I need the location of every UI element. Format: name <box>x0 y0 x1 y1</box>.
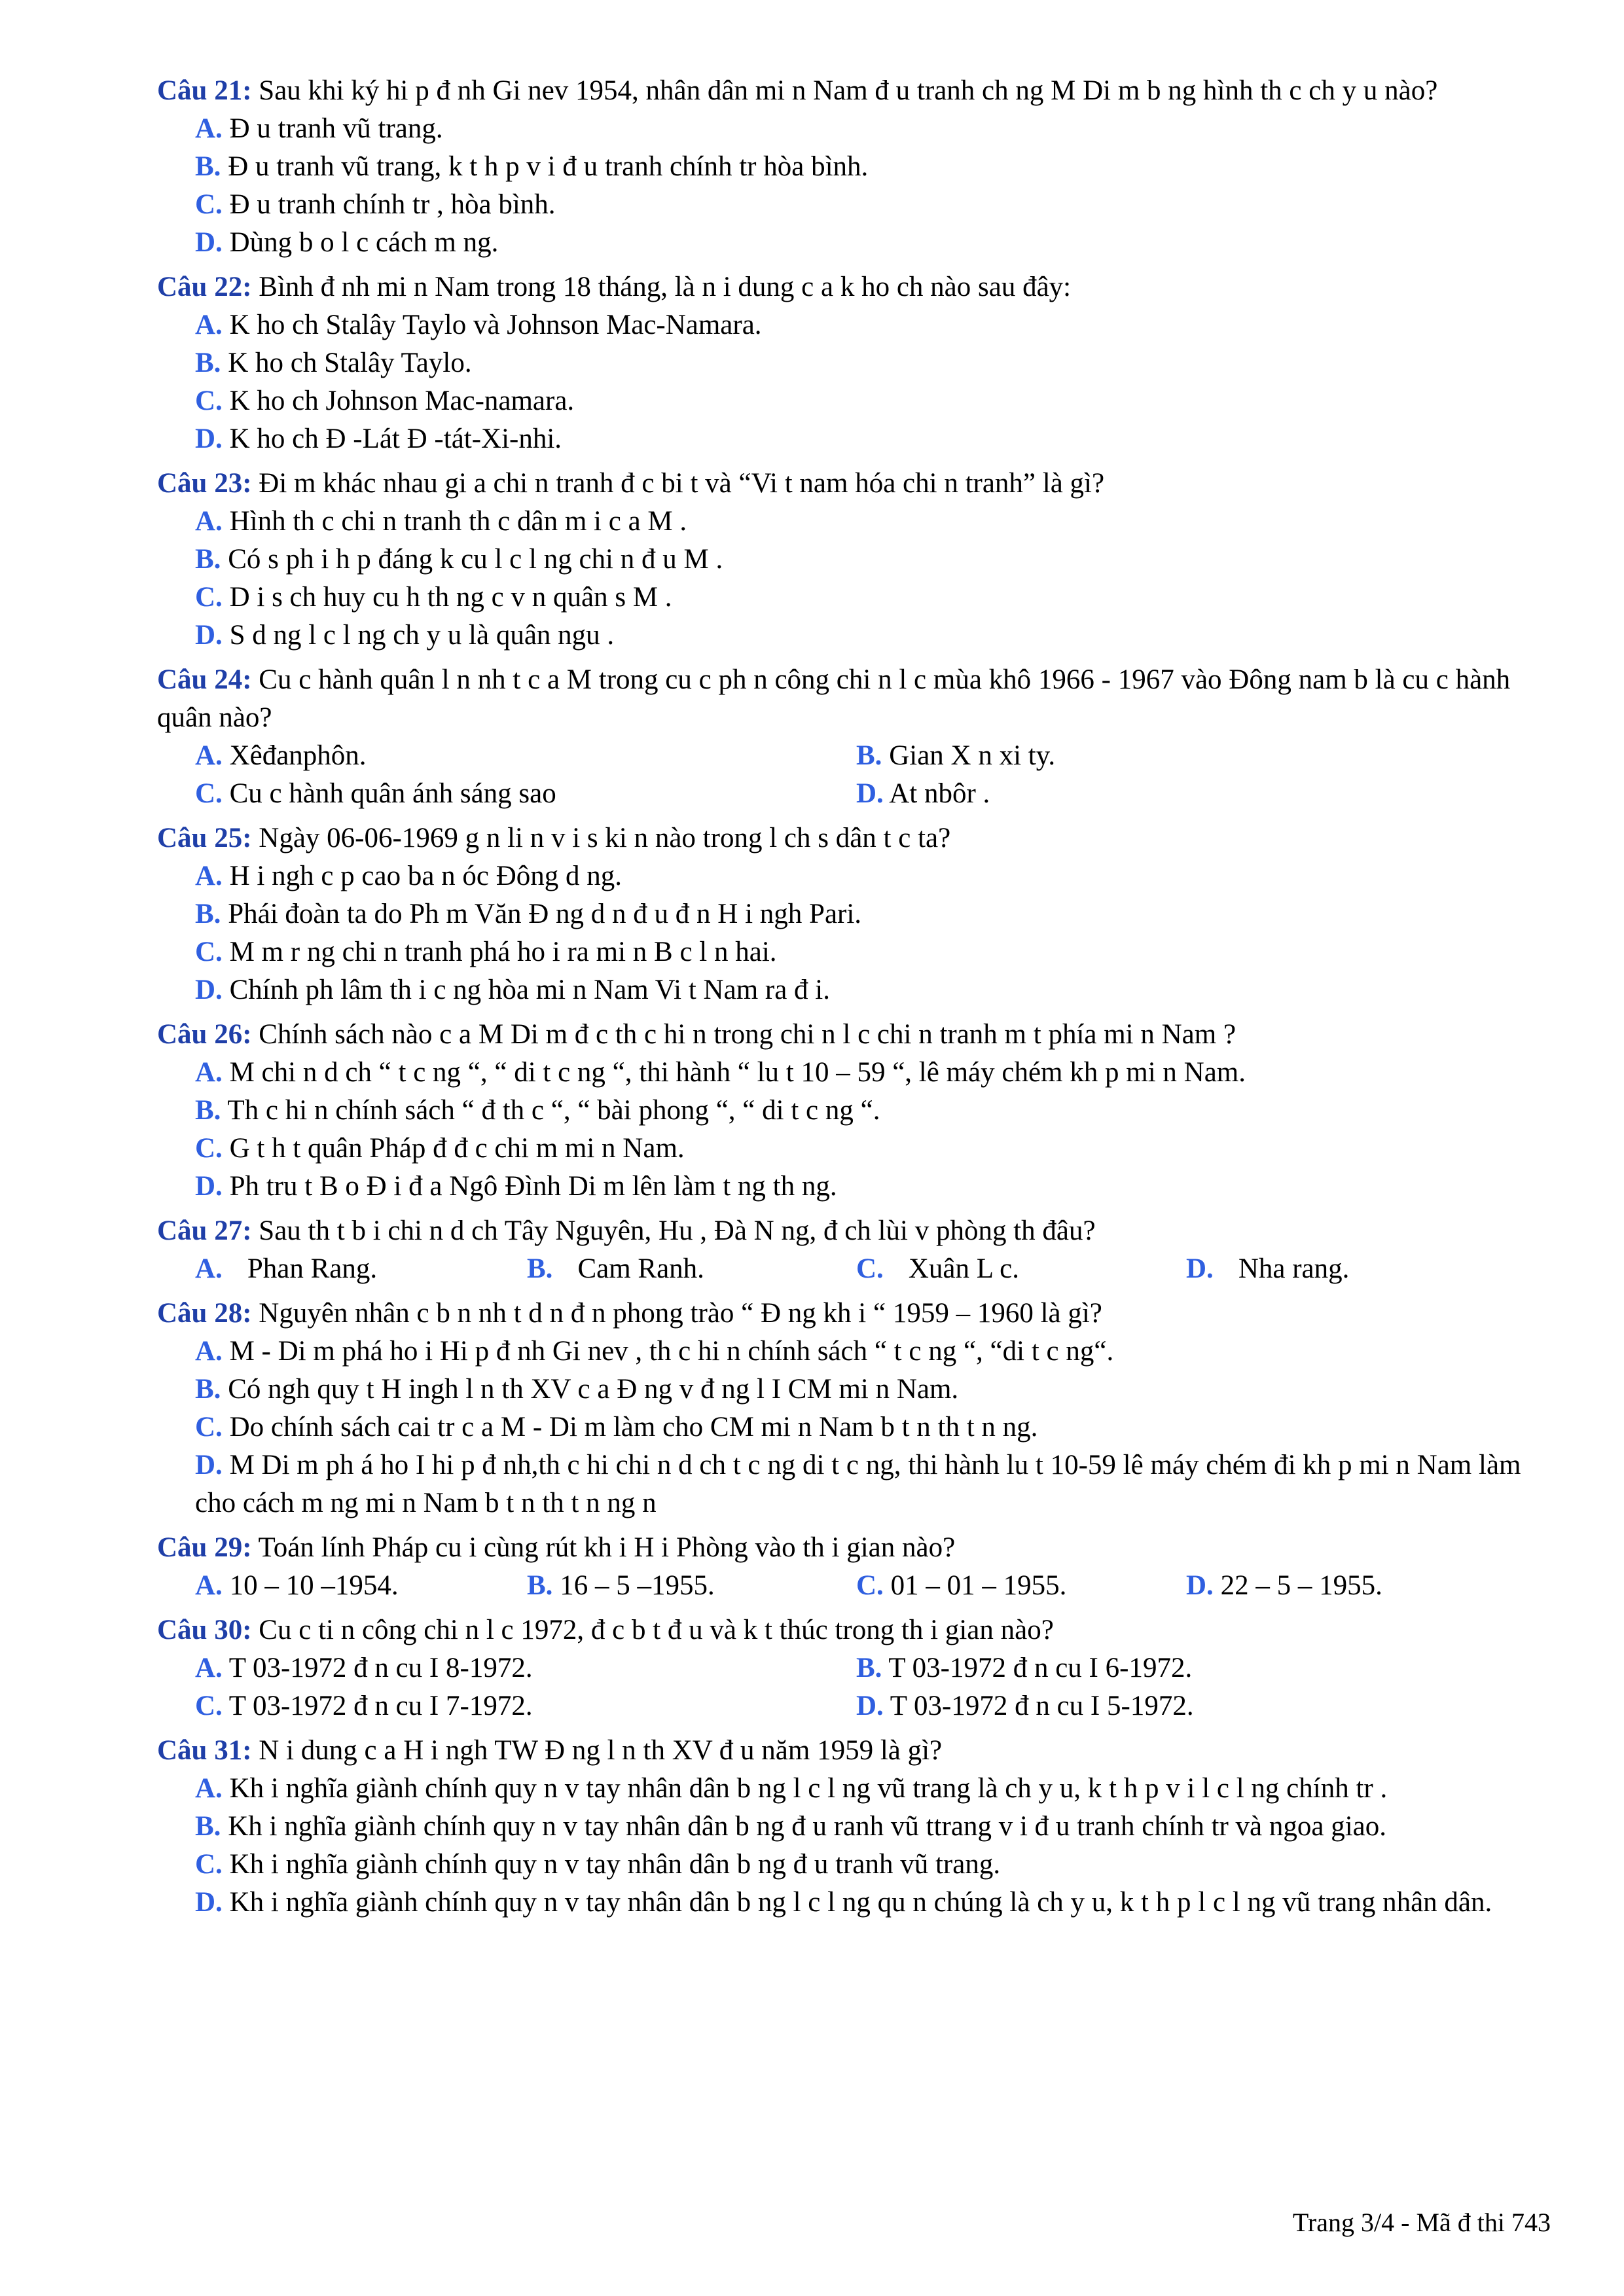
option-text: Đ u tranh chính tr , hòa bình. <box>222 189 556 220</box>
option-label: B. <box>527 1570 553 1601</box>
answer-row <box>157 775 1558 813</box>
answer-option <box>157 1770 1558 1808</box>
question-block <box>157 268 1558 465</box>
answer-option <box>157 933 1558 971</box>
option-label: D. <box>195 975 223 1005</box>
question-block <box>157 1016 1558 1212</box>
question-text: Ngày 06-06-1969 g n li n v i s ki n nào trong l ch s dân t c ta? <box>251 823 951 853</box>
option-label: A. <box>195 310 223 340</box>
answer-option <box>157 1092 1558 1130</box>
option-label: A. <box>195 1570 223 1601</box>
answer-option <box>157 1333 1558 1371</box>
option-text: M - Di m phá ho i Hi p đ nh Gi nev , th c hi n chính sách “ t c ng “, “di t c ng“. <box>222 1336 1114 1367</box>
question-number: Câu 24: <box>157 664 252 695</box>
question-block <box>157 819 1558 1016</box>
question-text: Đi m khác nhau gi a chi n tranh đ c bi t và “Vi t nam hóa chi n tranh” là gì? <box>251 468 1105 499</box>
question-block <box>157 1212 1558 1295</box>
option-label: D. <box>195 1171 223 1202</box>
answer-option <box>1186 1250 1349 1288</box>
option-text: Kh i nghĩa giành chính quy n v tay nhân dân b ng đ u ranh vũ ttrang v i đ u tranh chính tr và ngoa giao. <box>221 1811 1386 1842</box>
option-text: Kh i nghĩa giành chính quy n v tay nhân dân b ng đ u tranh vũ trang. <box>222 1849 1001 1880</box>
option-label: C. <box>195 582 223 613</box>
answer-option <box>157 895 1558 933</box>
option-text: 10 – 10 –1954. <box>222 1570 399 1601</box>
answer-option <box>157 186 1558 224</box>
answer-option <box>157 1446 1558 1522</box>
option-text: Phan Rang. <box>247 1253 378 1284</box>
answer-option <box>527 1567 715 1605</box>
answer-option <box>157 420 1558 458</box>
option-label: A. <box>195 740 223 771</box>
option-label: A. <box>195 1253 223 1284</box>
option-label: D. <box>1186 1253 1214 1284</box>
option-text: M m r ng chi n tranh phá ho i ra mi n B c l n hai. <box>222 937 777 967</box>
answer-option <box>157 148 1558 186</box>
question-number: Câu 26: <box>157 1019 252 1050</box>
option-label: B. <box>195 544 221 575</box>
question-text: Cu c hành quân l n nh t c a M trong cu c ph n công chi n l c mùa khô 1966 - 1967 vào Đông nam b là cu c hành quân nào? <box>157 664 1511 733</box>
option-label: B. <box>527 1253 553 1284</box>
option-label: B. <box>195 899 221 929</box>
option-text: 16 – 5 –1955. <box>552 1570 715 1601</box>
question-block <box>157 465 1558 661</box>
answer-option <box>856 1649 1192 1687</box>
option-text: Cam Ranh. <box>577 1253 704 1284</box>
option-text: S d ng l c l ng ch y u là quân ngu . <box>222 620 615 651</box>
option-label: D. <box>195 1887 223 1918</box>
answer-option <box>157 503 1558 541</box>
question-block <box>157 661 1558 819</box>
answer-option <box>195 737 367 775</box>
option-text: K ho ch Stalây Taylo. <box>221 348 472 378</box>
answer-option <box>157 306 1558 344</box>
answer-option <box>195 1567 399 1605</box>
option-label: C. <box>195 1849 223 1880</box>
option-text: T 03-1972 đ n cu I 6-1972. <box>882 1653 1193 1683</box>
answer-option <box>856 1250 1019 1288</box>
option-label: C. <box>195 1691 223 1721</box>
option-text: Gian X n xi ty. <box>882 740 1056 771</box>
question-text: N i dung c a H i ngh TW Đ ng l n th XV đ u năm 1959 là gì? <box>251 1735 943 1766</box>
answer-option <box>157 1408 1558 1446</box>
question-stem <box>157 1611 1558 1649</box>
option-text: Đ u tranh vũ trang. <box>222 113 443 144</box>
answer-option <box>157 971 1558 1009</box>
option-label: A. <box>195 1773 223 1804</box>
option-text: K ho ch Đ -Lát Đ -tát-Xi-nhi. <box>222 423 562 454</box>
option-label: C. <box>195 386 223 416</box>
question-stem <box>157 1529 1558 1567</box>
option-label: C. <box>195 937 223 967</box>
option-label: B. <box>195 1811 221 1842</box>
option-text: T 03-1972 đ n cu I 7-1972. <box>222 1691 533 1721</box>
answer-option <box>157 857 1558 895</box>
option-text: H i ngh c p cao ba n óc Đông d ng. <box>222 861 623 891</box>
option-text: Kh i nghĩa giành chính quy n v tay nhân dân b ng l c l ng qu n chúng là ch y u, k t h p l c l ng vũ trang nhân dân. <box>222 1887 1492 1918</box>
answer-row <box>157 1649 1558 1687</box>
question-number: Câu 31: <box>157 1735 252 1766</box>
answer-option <box>1186 1567 1382 1605</box>
answer-option <box>157 382 1558 420</box>
answer-row <box>157 1687 1558 1725</box>
option-text: Th c hi n chính sách “ đ th c “, “ bài phong “, “ di t c ng “. <box>221 1095 880 1126</box>
option-text: Đ u tranh vũ trang, k t h p v i đ u tranh chính tr hòa bình. <box>221 151 869 182</box>
option-label: D. <box>195 1450 223 1480</box>
option-text: G t h t quân Pháp đ đ c chi m mi n Nam. <box>222 1133 685 1164</box>
question-stem <box>157 268 1558 306</box>
answer-row <box>157 737 1558 775</box>
answer-option <box>195 1250 377 1288</box>
option-label: A. <box>195 861 223 891</box>
option-label: A. <box>195 1653 223 1683</box>
question-text: Toán lính Pháp cu i cùng rút kh i H i Phòng vào th i gian nào? <box>251 1532 956 1563</box>
option-label: C. <box>856 1570 884 1601</box>
option-text: Do chính sách cai tr c a M - Di m làm cho CM mi n Nam b t n th t n ng. <box>222 1412 1038 1443</box>
answer-option <box>157 1808 1558 1846</box>
question-block <box>157 1732 1558 1928</box>
option-text: Chính ph lâm th i c ng hòa mi n Nam Vi t Nam ra đ i. <box>222 975 830 1005</box>
question-number: Câu 25: <box>157 823 252 853</box>
option-text: Nha rang. <box>1238 1253 1350 1284</box>
question-block <box>157 1295 1558 1529</box>
question-block <box>157 72 1558 268</box>
question-number: Câu 21: <box>157 75 252 106</box>
answer-row <box>157 1250 1558 1288</box>
option-text: Xêđanphôn. <box>222 740 367 771</box>
question-text: Sau khi ký hi p đ nh Gi nev 1954, nhân dân mi n Nam đ u tranh ch ng M Di m b ng hình th c ch y u nào? <box>251 75 1438 106</box>
option-text: Có s ph i h p đáng k cu l c l ng chi n đ u M . <box>221 544 723 575</box>
option-label: C. <box>195 1133 223 1164</box>
question-number: Câu 29: <box>157 1532 252 1563</box>
option-text: Kh i nghĩa giành chính quy n v tay nhân dân b ng l c l ng vũ trang là ch y u, k t h p v i l c l ng chính tr . <box>222 1773 1388 1804</box>
answer-option <box>157 617 1558 655</box>
answer-option <box>157 1168 1558 1206</box>
option-text: K ho ch Stalây Taylo và Johnson Mac-Namara. <box>222 310 762 340</box>
answer-option <box>157 1846 1558 1884</box>
option-text: M chi n d ch “ t c ng “, “ di t c ng “, thi hành “ lu t 10 – 59 “, lê máy chém kh p mi n Nam. <box>222 1057 1246 1088</box>
option-text: T 03-1972 đ n cu I 8-1972. <box>222 1653 533 1683</box>
question-stem <box>157 1732 1558 1770</box>
answer-option <box>195 775 556 813</box>
option-label: A. <box>195 1336 223 1367</box>
exam-page <box>157 72 1558 1928</box>
question-stem <box>157 1212 1558 1250</box>
option-text: Cu c hành quân ánh sáng sao <box>222 778 556 809</box>
answer-option <box>856 1687 1194 1725</box>
option-label: A. <box>195 113 223 144</box>
answer-option <box>856 1567 1066 1605</box>
option-text: Phái đoàn ta do Ph m Văn Đ ng d n đ u đ n H i ngh Pari. <box>221 899 862 929</box>
answer-option <box>856 737 1055 775</box>
option-label: B. <box>195 1095 221 1126</box>
option-text: K ho ch Johnson Mac-namara. <box>222 386 575 416</box>
option-text: M Di m ph á ho I hi p đ nh,th c hi chi n d ch t c ng di t c ng, thi hành lu t 10-59 lê máy chém đi kh p mi n Nam làm cho cách m ng mi n Nam b t n th t n ng n <box>195 1450 1521 1518</box>
option-label: C. <box>195 1412 223 1443</box>
option-label: D. <box>1186 1570 1214 1601</box>
answer-option <box>157 1054 1558 1092</box>
option-text: Xuân L c. <box>908 1253 1019 1284</box>
question-stem <box>157 1016 1558 1054</box>
answer-option <box>195 1687 533 1725</box>
option-text: Hình th c chi n tranh th c dân m i c a M . <box>222 506 687 537</box>
option-text: At nbôr . <box>883 778 990 809</box>
answer-option <box>157 541 1558 579</box>
question-number: Câu 30: <box>157 1615 252 1645</box>
option-label: D. <box>195 227 223 258</box>
question-text: Cu c ti n công chi n l c 1972, đ c b t đ u và k t thúc trong th i gian nào? <box>251 1615 1054 1645</box>
question-stem <box>157 72 1558 110</box>
option-label: C. <box>195 778 223 809</box>
option-text: Dùng b o l c cách m ng. <box>222 227 499 258</box>
question-text: Bình đ nh mi n Nam trong 18 tháng, là n i dung c a k ho ch nào sau đây: <box>251 272 1072 302</box>
answer-option <box>157 1130 1558 1168</box>
option-label: B. <box>195 348 221 378</box>
option-text: 22 – 5 – 1955. <box>1213 1570 1382 1601</box>
option-label: D. <box>195 620 223 651</box>
option-label: B. <box>856 740 882 771</box>
answer-row <box>157 1567 1558 1605</box>
question-text: Sau th t b i chi n d ch Tây Nguyên, Hu , Đà N ng, đ ch lùi v phòng th đâu? <box>251 1215 1096 1246</box>
question-number: Câu 27: <box>157 1215 252 1246</box>
page-footer: Trang 3/4 - Mã đ thi 743 <box>1292 2208 1551 2237</box>
question-number: Câu 22: <box>157 272 252 302</box>
option-label: B. <box>856 1653 882 1683</box>
question-stem <box>157 1295 1558 1333</box>
question-text: Nguyên nhân c b n nh t d n đ n phong trào “ Đ ng kh i “ 1959 – 1960 là gì? <box>251 1298 1102 1329</box>
question-stem <box>157 819 1558 857</box>
question-text: Chính sách nào c a M Di m đ c th c hi n trong chi n l c chi n tranh m t phía mi n Nam ? <box>251 1019 1236 1050</box>
option-text: Có ngh quy t H ingh l n th XV c a Đ ng v đ ng l I CM mi n Nam. <box>221 1374 959 1405</box>
option-label: D. <box>856 1691 884 1721</box>
option-label: B. <box>195 1374 221 1405</box>
question-block <box>157 1529 1558 1611</box>
option-label: D. <box>195 423 223 454</box>
answer-option <box>856 775 990 813</box>
answer-option <box>527 1250 704 1288</box>
answer-option <box>157 110 1558 148</box>
question-stem <box>157 661 1558 737</box>
answer-option <box>195 1649 533 1687</box>
answer-option <box>157 579 1558 617</box>
answer-option <box>157 1884 1558 1922</box>
option-label: B. <box>195 151 221 182</box>
option-text: D i s ch huy cu h th ng c v n quân s M . <box>222 582 672 613</box>
option-label: C. <box>195 189 223 220</box>
option-label: D. <box>856 778 884 809</box>
answer-option <box>157 224 1558 262</box>
question-number: Câu 23: <box>157 468 252 499</box>
option-text: T 03-1972 đ n cu I 5-1972. <box>883 1691 1194 1721</box>
answer-option <box>157 344 1558 382</box>
answer-option <box>157 1371 1558 1408</box>
option-label: C. <box>856 1253 884 1284</box>
option-text: Ph tru t B o Đ i đ a Ngô Đình Di m lên làm t ng th ng. <box>222 1171 837 1202</box>
option-label: A. <box>195 1057 223 1088</box>
question-stem <box>157 465 1558 503</box>
question-block <box>157 1611 1558 1732</box>
question-number: Câu 28: <box>157 1298 252 1329</box>
option-text: 01 – 01 – 1955. <box>883 1570 1067 1601</box>
option-label: A. <box>195 506 223 537</box>
